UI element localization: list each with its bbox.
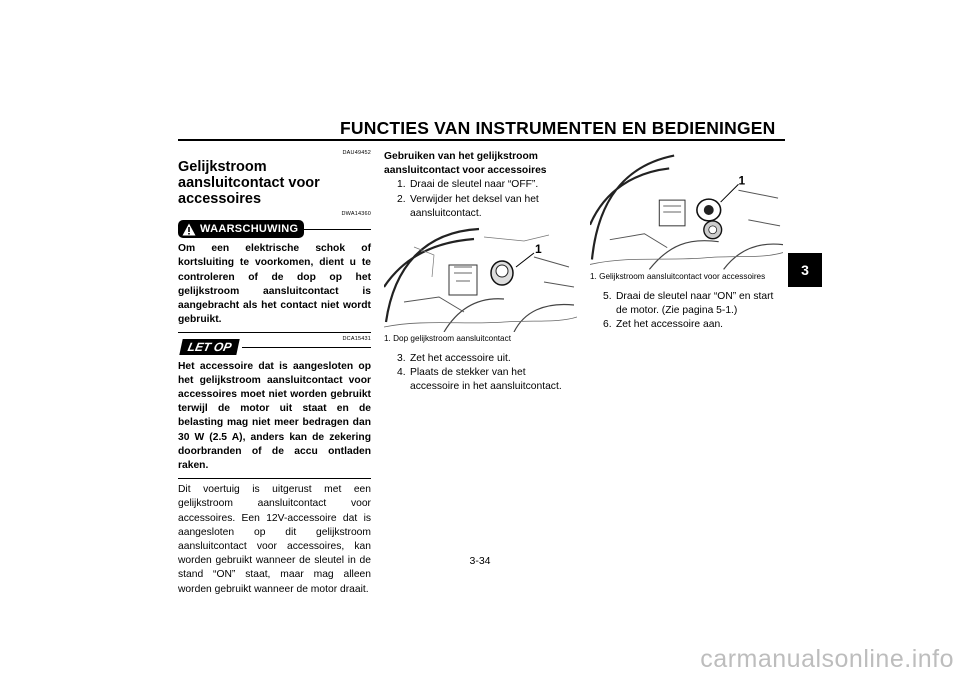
step-item <box>384 193 577 221</box>
ref-code: DWA14360 <box>341 211 371 217</box>
separator <box>178 332 371 333</box>
section-title: Gelijkstroom aansluitcontact voor accessoires <box>178 159 320 207</box>
warning-triangle-icon <box>182 223 196 236</box>
step-item <box>590 290 785 318</box>
step-number: 4. <box>397 367 406 379</box>
body-text: Dit voertuig is uitgerust met een gelijkstroom aansluitcontact voor accessoires. Een 12V-accessoire dat is aangesloten op dit gelijkstroom aansluitcontact voor accessoires, kan worden gebruikt wanneer de sleutel in de stand “ON” staat, maar mag alleen worden gebruikt wanneer de motor draait. <box>178 484 371 595</box>
step-item <box>384 178 577 192</box>
notice-text: Het accessoire dat is aangesloten op het gelijkstroom aansluitcontact voor accessoires moet niet worden gebruikt terwijl de motor uit staat en de belasting mag niet meer bedragen dan 30 W (2.5 A), anders kan de zekering doorbranden of de accu ontladen raken. <box>178 360 371 472</box>
callout-1: 1 <box>738 173 746 188</box>
column-1 <box>178 150 371 597</box>
warning-label: WAARSCHUWING <box>200 223 299 235</box>
step-text: Plaats de stekker van het accessoire in het aansluitcontact. <box>410 367 562 393</box>
engine-photo-cap <box>384 227 577 332</box>
step-text: Zet het accessoire uit. <box>410 353 511 365</box>
steps-list-a <box>384 178 577 221</box>
step-number: 1. <box>397 179 406 191</box>
step-text: Draai de sleutel naar “OFF”. <box>410 179 539 191</box>
subsection-title: Gebruiken van het gelijkstroom aansluitcontact voor accessoires <box>384 151 547 177</box>
step-text: Draai de sleutel naar “ON” en start de motor. (Zie pagina 5-1.) <box>616 291 774 317</box>
separator <box>178 478 371 479</box>
chapter-tab: 3 <box>788 253 822 287</box>
step-text: Verwijder het deksel van het aansluitcontact. <box>410 193 539 219</box>
step-text: Zet het accessoire aan. <box>616 319 724 331</box>
warning-header <box>178 220 371 238</box>
step-item <box>590 318 785 332</box>
warning-rule <box>304 229 371 230</box>
notice-badge: LET OP <box>179 339 240 355</box>
step-number: 6. <box>603 319 612 331</box>
steps-list-c <box>590 290 785 333</box>
notice-rule <box>242 347 371 348</box>
step-number: 3. <box>397 353 406 365</box>
step-item <box>384 366 577 394</box>
watermark: carmanualsonline.info <box>700 645 954 673</box>
ref-code: DAU49452 <box>342 150 371 156</box>
steps-list-b <box>384 352 577 395</box>
callout-1: 1 <box>535 242 542 257</box>
header-rule <box>178 139 785 141</box>
photo-caption: 1. Dop gelijkstroom aansluitcontact <box>384 334 511 344</box>
page-header-title: FUNCTIES VAN INSTRUMENTEN EN BEDIENINGEN <box>340 118 776 138</box>
photo-caption: 1. Gelijkstroom aansluitcontact voor accessoires <box>590 272 766 281</box>
warning-text: Om een elektrische schok of kortsluiting te voorkomen, dient u te controleren of de dop op het gelijkstroom aansluitcontact is aangebracht als het contact niet wordt gebruikt. <box>178 243 371 326</box>
page-number: 3-34 <box>469 555 491 567</box>
engine-photo-socket <box>590 150 783 270</box>
step-number: 2. <box>397 193 406 205</box>
ref-code: DCA15431 <box>342 336 371 343</box>
column-3 <box>590 150 785 333</box>
column-2 <box>384 150 577 395</box>
warning-badge <box>178 220 304 238</box>
step-number: 5. <box>603 291 612 302</box>
step-item <box>384 352 577 366</box>
